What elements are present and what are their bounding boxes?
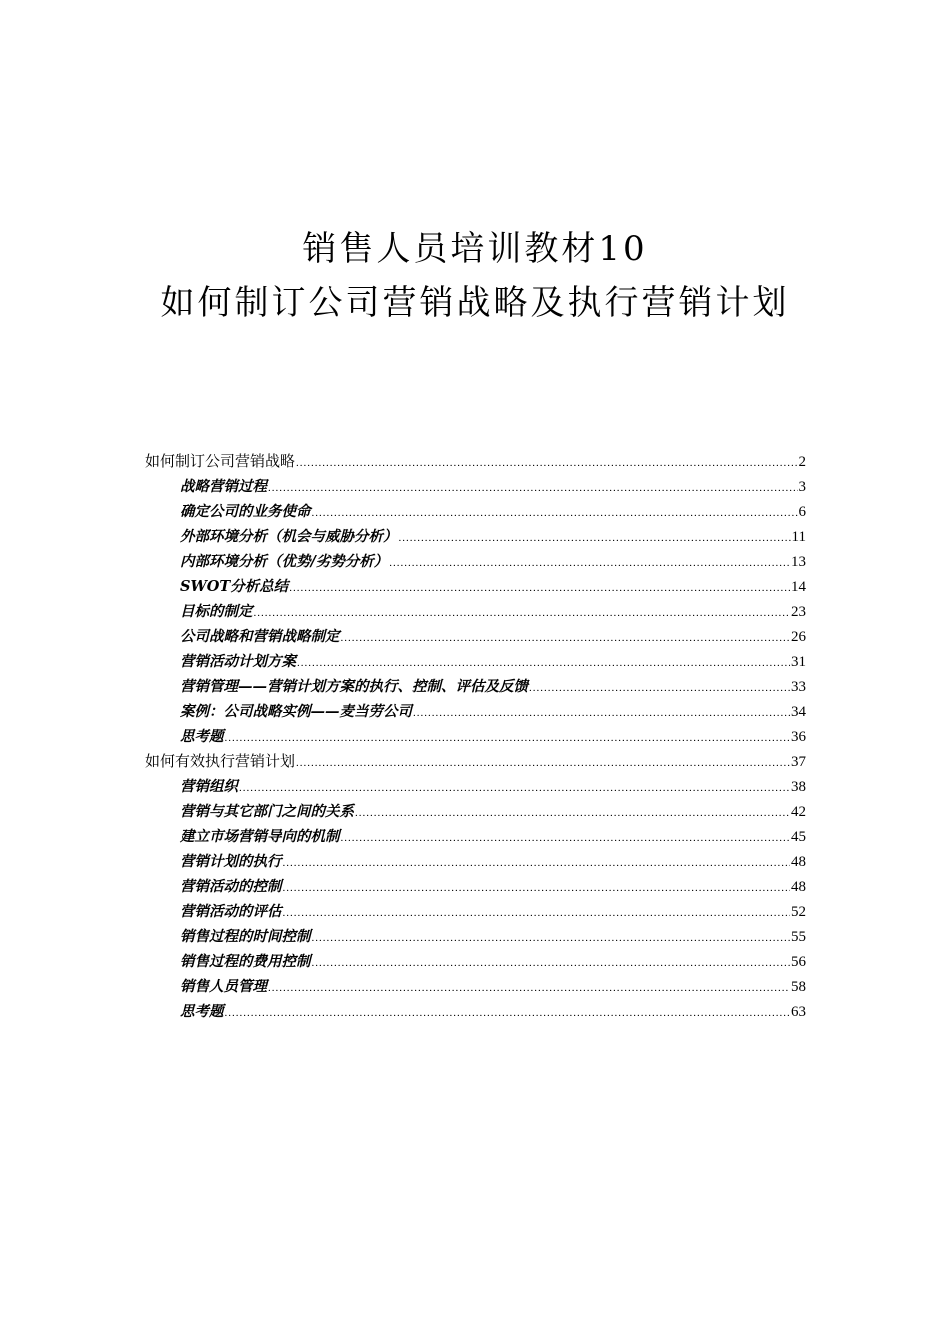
toc-entry-label: 营销活动的评估 xyxy=(180,903,282,920)
toc-entry-label: 确定公司的业务使命 xyxy=(180,503,311,520)
toc-section-entry[interactable] xyxy=(145,674,806,699)
toc-dot-leader xyxy=(341,626,791,651)
toc-page-number: 58 xyxy=(791,979,806,995)
toc-dot-leader xyxy=(239,776,790,801)
toc-page-number: 11 xyxy=(791,529,806,545)
toc-entry-label: 销售人员管理 xyxy=(180,978,267,995)
toc-dot-leader xyxy=(312,951,791,976)
toc-entry-label: 营销管理——营销计划方案的执行、控制、评估及反馈 xyxy=(180,678,528,695)
toc-page-number: 48 xyxy=(791,854,806,870)
table-of-contents xyxy=(145,449,806,1024)
toc-entry-label: 案例：公司战略实例——麦当劳公司 xyxy=(180,703,412,720)
toc-dot-leader xyxy=(268,476,798,501)
toc-section-entry[interactable] xyxy=(145,549,806,574)
toc-section-entry[interactable] xyxy=(145,474,806,499)
toc-dot-leader xyxy=(296,751,790,776)
toc-dot-leader xyxy=(389,551,790,576)
toc-section-entry[interactable] xyxy=(145,924,806,949)
toc-section-entry[interactable] xyxy=(145,574,806,599)
toc-page-number: 37 xyxy=(791,754,806,770)
toc-dot-leader xyxy=(296,451,797,476)
toc-page-number: 56 xyxy=(791,954,806,970)
toc-page-number: 2 xyxy=(798,454,806,470)
toc-entry-label: 如何有效执行营销计划 xyxy=(145,752,296,770)
toc-page-number: 45 xyxy=(791,829,806,845)
title-line-1: 销售人员培训教材10 xyxy=(302,229,648,269)
toc-dot-leader xyxy=(283,901,791,926)
toc-section-entry[interactable] xyxy=(145,899,806,924)
toc-section-entry[interactable] xyxy=(145,724,806,749)
toc-entry-label: 营销计划的执行 xyxy=(180,853,282,870)
toc-entry-label: 营销活动的控制 xyxy=(180,878,282,895)
toc-dot-leader xyxy=(399,526,791,551)
toc-section-entry[interactable] xyxy=(145,799,806,824)
toc-entry-label: 销售过程的费用控制 xyxy=(180,953,311,970)
toc-entry-label: 营销组织 xyxy=(180,778,238,795)
toc-page-number: 55 xyxy=(791,929,806,945)
toc-chapter-entry[interactable] xyxy=(145,749,806,774)
toc-page-number: 23 xyxy=(791,604,806,620)
toc-section-entry[interactable] xyxy=(145,849,806,874)
toc-section-entry[interactable] xyxy=(145,524,806,549)
toc-dot-leader xyxy=(297,651,790,676)
toc-section-entry[interactable] xyxy=(145,499,806,524)
toc-dot-leader xyxy=(283,876,791,901)
toc-entry-label: 营销活动计划方案 xyxy=(180,653,296,670)
toc-page-number: 6 xyxy=(798,504,806,520)
toc-page-number: 52 xyxy=(791,904,806,920)
toc-page-number: 42 xyxy=(791,804,806,820)
toc-section-entry[interactable] xyxy=(145,974,806,999)
toc-dot-leader xyxy=(312,501,798,526)
toc-dot-leader xyxy=(312,926,791,951)
toc-dot-leader xyxy=(529,676,790,701)
toc-entry-label: 建立市场营销导向的机制 xyxy=(180,828,340,845)
toc-page-number: 14 xyxy=(791,579,806,595)
toc-page-number: 34 xyxy=(791,704,806,720)
toc-entry-label: 思考题 xyxy=(180,728,224,745)
toc-page-number: 48 xyxy=(791,879,806,895)
toc-dot-leader xyxy=(289,576,790,601)
toc-section-entry[interactable] xyxy=(145,624,806,649)
toc-entry-label: 思考题 xyxy=(180,1003,224,1020)
toc-dot-leader xyxy=(413,701,790,726)
toc-entry-label: 营销与其它部门之间的关系 xyxy=(180,803,354,820)
toc-page-number: 33 xyxy=(791,679,806,695)
toc-dot-leader xyxy=(268,976,790,1001)
toc-entry-label: 内部环境分析（优势/劣势分析） xyxy=(180,553,389,570)
toc-dot-leader xyxy=(283,851,791,876)
toc-entry-label: SWOT分析总结 xyxy=(180,578,289,595)
toc-dot-leader xyxy=(225,726,791,751)
toc-page-number: 31 xyxy=(791,654,806,670)
toc-section-entry[interactable] xyxy=(145,824,806,849)
toc-page-number: 26 xyxy=(791,629,806,645)
toc-page-number: 36 xyxy=(791,729,806,745)
toc-page-number: 3 xyxy=(798,479,806,495)
toc-entry-label: 销售过程的时间控制 xyxy=(180,928,311,945)
toc-section-entry[interactable] xyxy=(145,874,806,899)
title-line-2: 如何制订公司营销战略及执行营销计划 xyxy=(160,283,790,323)
toc-dot-leader xyxy=(355,801,790,826)
toc-page-number: 38 xyxy=(791,779,806,795)
toc-section-entry[interactable] xyxy=(145,774,806,799)
toc-dot-leader xyxy=(341,826,791,851)
toc-dot-leader xyxy=(225,1001,791,1026)
toc-page-number: 63 xyxy=(791,1004,806,1020)
document-title xyxy=(0,222,950,330)
toc-entry-label: 目标的制定 xyxy=(180,603,253,620)
toc-section-entry[interactable] xyxy=(145,949,806,974)
toc-entry-label: 战略营销过程 xyxy=(180,478,267,495)
toc-page-number: 13 xyxy=(791,554,806,570)
toc-section-entry[interactable] xyxy=(145,649,806,674)
toc-section-entry[interactable] xyxy=(145,699,806,724)
toc-entry-label: 公司战略和营销战略制定 xyxy=(180,628,340,645)
toc-dot-leader xyxy=(254,601,791,626)
toc-section-entry[interactable] xyxy=(145,599,806,624)
toc-section-entry[interactable] xyxy=(145,999,806,1024)
toc-entry-label: 如何制订公司营销战略 xyxy=(145,452,296,470)
toc-chapter-entry[interactable] xyxy=(145,449,806,474)
toc-entry-label: 外部环境分析（机会与威胁分析） xyxy=(180,528,398,545)
